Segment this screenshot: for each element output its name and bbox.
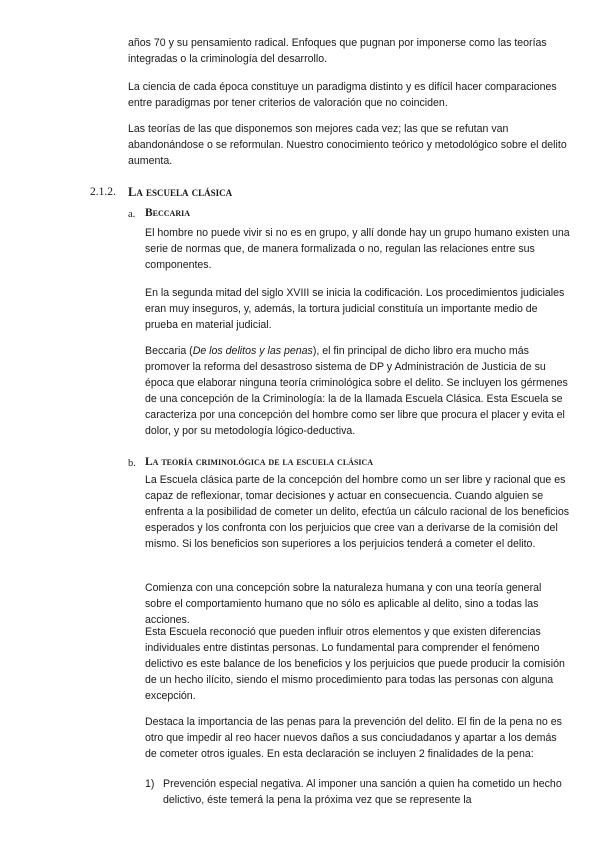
beccaria-paragraph-2: En la segunda mitad del siglo XVIII se inicia la codificación. Los procedimientos judiciales eran muy inseguros, y, además, la tortura judicial constituía un importante medio de prueba en material judicial. <box>145 287 565 331</box>
classical-paragraph-3: Esta Escuela reconoció que pueden influir otros elementos y que existen diferencias individuales entre distintas personas. Lo fundamental para comprender el fenómeno delictivo es este balance de los beneficios y los perjuicios que puede producir la comisión de un hecho ilícito, siendo el mismo procedimiento para todas las personas con alguna excepción. <box>145 626 565 702</box>
section-heading: La escuela clásica <box>128 185 233 199</box>
intro-paragraph-3: Las teorías de las que disponemos son mejores cada vez; las que se refutan van abandonándose o se reformulan. Nuestro conocimiento teórico y metodológico sobre el delito aumenta. <box>128 123 567 167</box>
subsection-a-letter: a. <box>128 209 136 220</box>
beccaria-paragraph-1: El hombre no puede vivir si no es en grupo, y allí donde hay un grupo humano existen una serie de normas que, de manera formalizada o no, regulan las relaciones entre sus componentes. <box>145 227 570 271</box>
subsection-b-heading: La teoría criminológica de la escuela clásica <box>145 456 374 468</box>
classical-paragraph-1: La Escuela clásica parte de la concepción del hombre como un ser libre y racional que es capaz de reflexionar, tomar decisiones y actuar en consecuencia. Cuando alguien se enfrenta a la posibilidad de cometer un delito, efectúa un cálculo racional de los beneficios esperados y los confronta con los perjuicios que cree van a derivarse de la comisión del mismo. Si los beneficios son superiores a los perjuicios tenderá a cometer el delito. <box>145 474 570 550</box>
classical-paragraph-4: Destaca la importancia de las penas para la prevención del delito. El fin de la pena no es otro que impedir al reo hacer nuevos daños a sus conciudadanos y apartar a los demás de cometer otros iguales. En esta declaración se incluyen 2 finalidades de la pena: <box>145 716 562 760</box>
intro-paragraph-2: La ciencia de cada época constituye un paradigma distinto y es difícil hacer comparaciones entre paradigmas por tener criterios de valoración que no coinciden. <box>128 81 557 109</box>
subsection-a-heading: Beccaria <box>145 207 191 219</box>
list-item-number: 1) <box>145 778 155 790</box>
book-title: De los delitos y las penas <box>192 345 313 357</box>
section-number: 2.1.2. <box>90 186 116 198</box>
list-item-text: Prevención especial negativa. Al imponer una sanción a quien ha cometido un hecho delictivo, éste temerá la pena la próxima vez que se represente la <box>163 778 562 806</box>
subsection-b-letter: b. <box>128 458 136 469</box>
intro-paragraph-1: años 70 y su pensamiento radical. Enfoques que pugnan por imponerse como las teorías integradas o la criminología del desarrollo. <box>128 37 547 65</box>
classical-paragraph-2: Comienza con una concepción sobre la naturaleza humana y con una teoría general sobre el comportamiento humano que no sólo es aplicable al delito, sino a todas las acciones. <box>145 582 542 626</box>
beccaria-paragraph-3: Beccaria (De los delitos y las penas), el fin principal de dicho libro era mucho más promover la reforma del desastroso sistema de DP y Administración de Justicia de su época que elaborar ninguna teoría criminológica sobre el delito. Se incluyen los gérmenes de una concepción de la Criminología: la de la llamada Escuela Clásica. Esta Escuela se caracteriza por una concepción del hombre como ser libre que procura el placer y evita el dolor, y por su metodología lógico-deductiva. <box>145 345 568 437</box>
